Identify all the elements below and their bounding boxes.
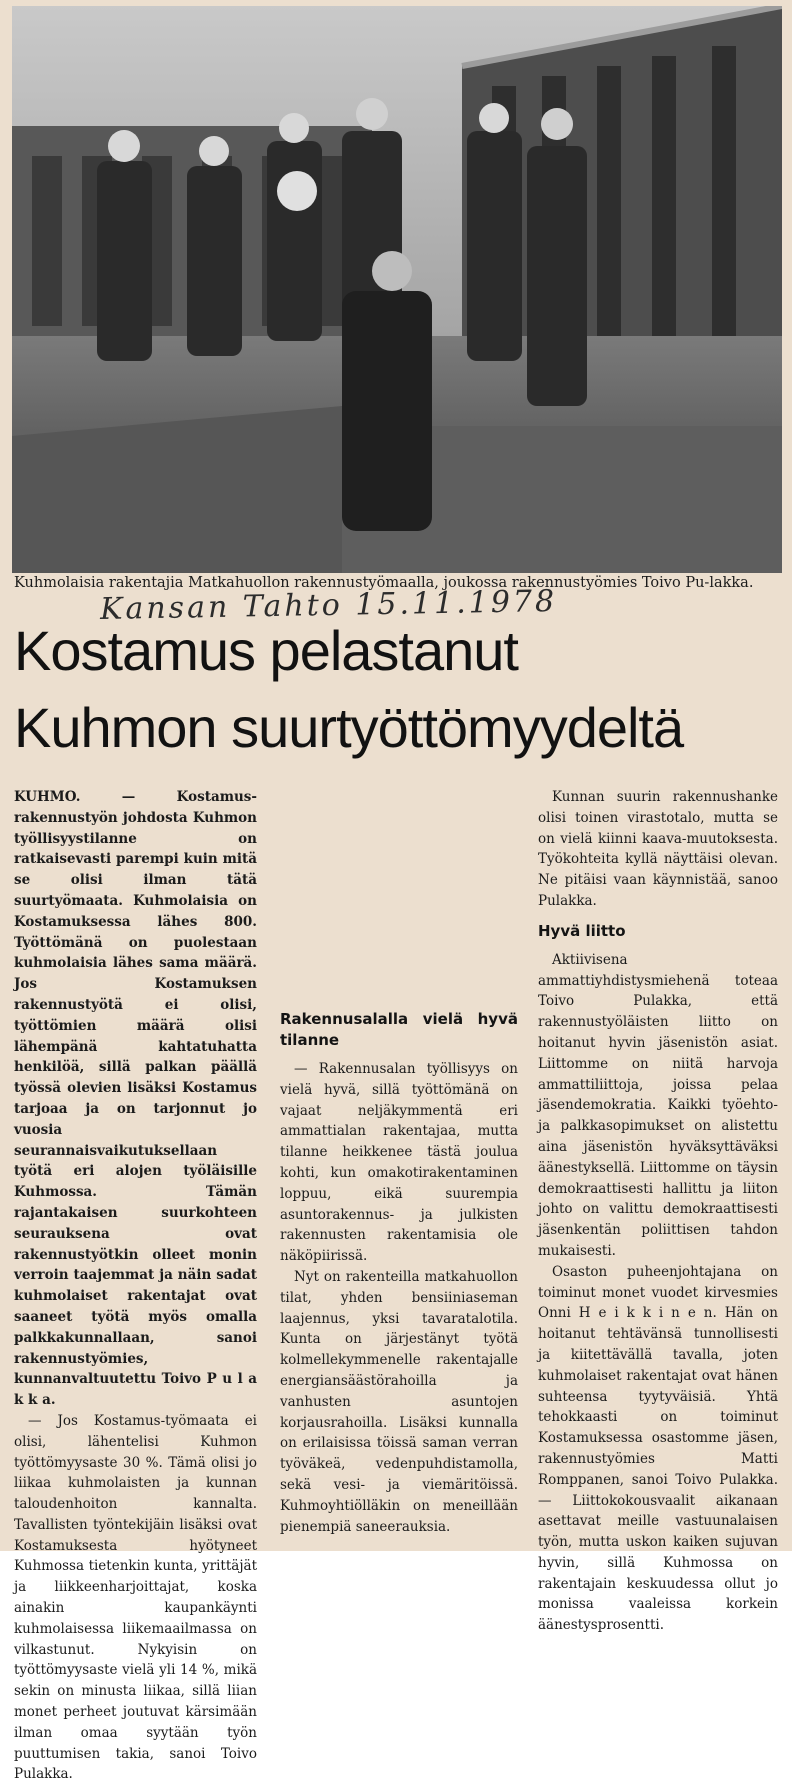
article-paragraph-7: Osaston puheenjohtajana on toiminut monet vuodet kirvesmies Onni H e i k k i n e n. Hän on hoitanut tehtävänsä tunnollisesti ja kiitettävällä tavalla, joten kuhmolaiset rakentajat ovat hänen suhteensa tyytyväisiä. Yhtä tehokkaasti on toiminut Kostamuksessa osastomme jäsen, rakennustyömies Matti Romppanen, sanoi Toivo Pulakka. — Liittokokousvaalit aikanaan asettavat meille vastuunalaisen työn, mutta uskon kaiken sujuvan hyvin, sillä Kuhmossa on rakentajain keskuudessa ollut jo monissa vaaleissa korkein äänestysprosentti.	[538, 1263, 778, 1634]
subheading-rakennusalalla: Rakennusalalla vielä hyvä tilanne	[280, 1010, 518, 1049]
article-lead: KUHMO. — Kostamus-rakennustyön johdosta Kuhmon työllisyystilanne on ratkaisevasti parempi kuin mitä se olisi ilman tätä suurtyömaata. Kuhmolaisia on Kostamuksessa lähes 800. Työttömänä on puolestaan kuhmolaisia lähes sama määrä. Jos Kostamuksen rakennustyötä ei olisi, työttömien määrä olisi lähempänä kahtatuhatta henkilöä, sillä palkan päällä työssä olevien lisäksi Kostamus tarjoaa ja on tarjonnut jo vuosia seurannaisvaikutuksellaan työtä eri alojen työläisille Kuhmossa. Tämän rajantakaisen suurkohteen seurauksena ovat rakennustyötkin olleet monin verroin taajemmat ja näin sadat kuhmolaiset rakentajat ovat saaneet työtä myös omalla palkkakunnallaan, sanoi rakennustyömies, kunnanvaltuutettu Toivo P u l a k k a.	[14, 789, 257, 1409]
handwritten-note: Kansan Tahto 15.11.1978	[99, 584, 558, 627]
headline-line-2: Kuhmon suurtyöttömyydeltä	[14, 696, 684, 759]
article-column-3	[538, 787, 778, 1636]
photo-illustration	[12, 6, 782, 573]
construction-workers-photo	[12, 6, 782, 573]
article-paragraph-6: Aktiivisena ammattiyhdistysmiehenä toteaa Toivo Pulakka, että rakennustyöläisten liitto on hoitanut hyvin jäsenistön asiat. Liittomme on niitä harvoja ammattiliittoja, joissa pelaa jäsendemokratia. Kaikki työehto- ja palkkasopimukset on alistettu aina jäsenistön hyväksyttäväksi äänestyksellä. Liittomme on täysin demokraattisesti hallittu ja liiton johto on valittu demokraattisesti jäsenkentän poliittisen tahdon mukaisesti.	[538, 951, 778, 1259]
article-paragraph-2: — Jos Kostamus-työmaata ei olisi, lähentelisi Kuhmon työttömyysaste 30 %. Tämä olisi jo liikaa kuhmolaisten ja kunnan taloudenhoiton kannalta. Tavallisten työntekijäin lisäksi ovat Kostamuksesta hyötyneet Kuhmossa tietenkin kunta, yrittäjät ja liikkeenharjoittajat, koska ainakin kaupankäynti kuhmolaisessa liikemaailmassa on vilkastunut. Nykyisin on työttömyysaste vielä yli 14 %, mikä sekin on minusta liikaa, sillä liian monet perheet joutuvat kärsimään ilman omaa syytään työn puuttumisen takia, sanoi Toivo Pulakka.	[14, 1412, 257, 1783]
article-paragraph-4: Nyt on rakenteilla matkahuollon tilat, yhden bensiiniaseman laajennus, yksi tavaratalotila. Kunta on järjestänyt työtä kolmellekymmenelle rakentajalle energiansäästörahoilla ja vanhusten asuntojen korjausrahoilla. Lisäksi kunnalla on erilaisissa töissä saman verran työväkeä, vedenpuhdistamolla, sekä vesi- ja viemäritöissä. Kuhmoyhtiölläkin on meneillään pienempiä saneerauksia.	[280, 1268, 518, 1535]
subheading-hyva-liitto: Hyvä liitto	[538, 921, 626, 940]
article-paragraph-3: — Rakennusalan työllisyys on vielä hyvä, sillä työttömänä on vajaat neljäkymmentä eri ammattialan rakentajaa, mutta tilanne heikkenee tästä joulua kohti, kun omakotirakentaminen loppuu, eikä suurempia asuntorakennus- ja julkisten rakennusten rakentamisia ole näköpiirissä.	[280, 1061, 518, 1265]
article-paragraph-5: Kunnan suurin rakennushanke olisi toinen virastotalo, mutta se on vielä kiinni kaava-muutoksesta. Työkohteita kyllä näyttäisi olevan. Ne pitäisi vaan käynnistää, sanoo Pulakka.	[538, 789, 778, 909]
article-column-2	[280, 1009, 518, 1537]
headline-line-1: Kostamus pelastanut	[14, 619, 518, 682]
article-column-1	[14, 787, 257, 1785]
photo-caption: Kuhmolaisia rakentajia Matkahuollon rakennustyömaalla, joukossa rakennustyömies Toivo Pu-lakka.	[14, 575, 754, 591]
